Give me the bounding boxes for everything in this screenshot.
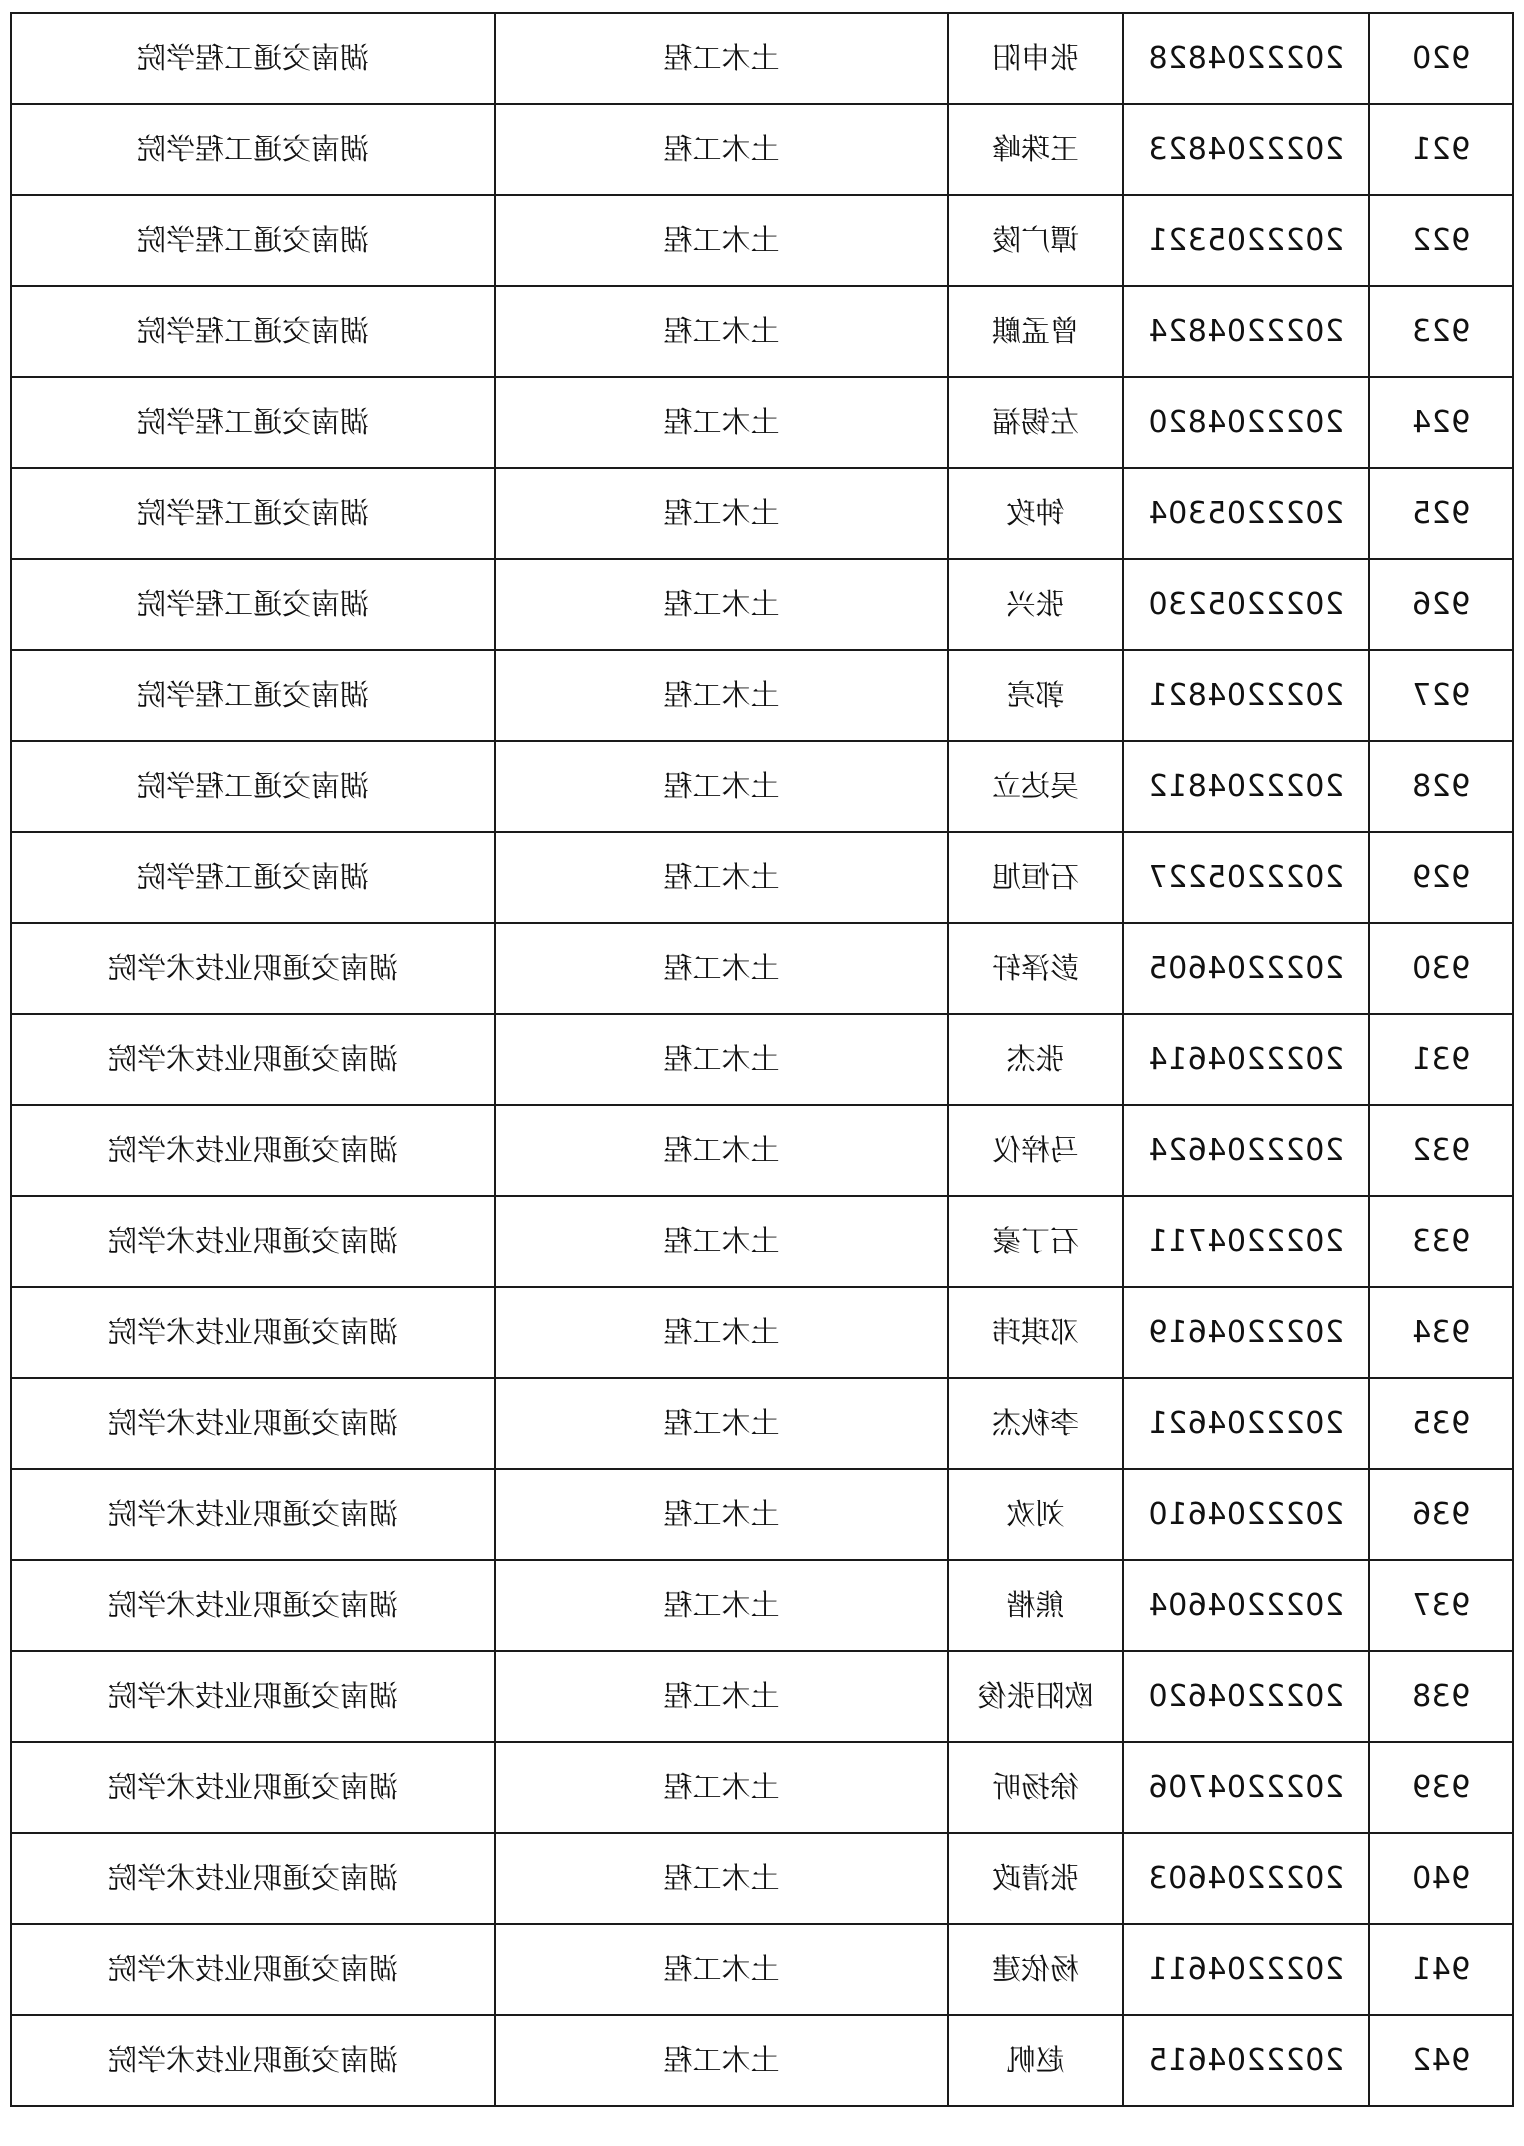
major-cell: 土木工程: [495, 1196, 948, 1287]
name-cell: 郭亮: [948, 650, 1123, 741]
seq-cell: 925: [1369, 468, 1513, 559]
school-cell: 湖南交通工程学院: [11, 104, 495, 195]
table-row: [11, 1742, 1513, 1833]
seq-cell: 923: [1369, 286, 1513, 377]
name-cell: 赵帆: [948, 2015, 1123, 2106]
seq-cell: 935: [1369, 1378, 1513, 1469]
name-cell: 曾孟麒: [948, 286, 1123, 377]
student-id-cell: 2022204615: [1123, 2015, 1369, 2106]
name-cell: 徐扬昕: [948, 1742, 1123, 1833]
name-cell: 石恒旭: [948, 832, 1123, 923]
school-cell: 湖南交通工程学院: [11, 832, 495, 923]
student-id-cell: 2022204624: [1123, 1105, 1369, 1196]
table-row: [11, 650, 1513, 741]
major-cell: 土木工程: [495, 923, 948, 1014]
table-row: [11, 1287, 1513, 1378]
student-id-cell: 2022204619: [1123, 1287, 1369, 1378]
seq-cell: 924: [1369, 377, 1513, 468]
table-row: [11, 1014, 1513, 1105]
school-cell: 湖南交通职业技术学院: [11, 1378, 495, 1469]
seq-cell: 939: [1369, 1742, 1513, 1833]
table-row: [11, 1833, 1513, 1924]
student-id-cell: 2022205227: [1123, 832, 1369, 923]
table-row: [11, 1560, 1513, 1651]
student-id-cell: 2022204823: [1123, 104, 1369, 195]
seq-cell: 932: [1369, 1105, 1513, 1196]
student-id-cell: 2022204812: [1123, 741, 1369, 832]
school-cell: 湖南交通职业技术学院: [11, 1924, 495, 2015]
school-cell: 湖南交通职业技术学院: [11, 1742, 495, 1833]
seq-cell: 938: [1369, 1651, 1513, 1742]
name-cell: 左锡福: [948, 377, 1123, 468]
student-id-cell: 2022204828: [1123, 13, 1369, 104]
name-cell: 张杰: [948, 1014, 1123, 1105]
table-row: [11, 468, 1513, 559]
student-id-cell: 2022204711: [1123, 1196, 1369, 1287]
student-id-cell: 2022204620: [1123, 1651, 1369, 1742]
seq-cell: 920: [1369, 13, 1513, 104]
name-cell: 吴达立: [948, 741, 1123, 832]
name-cell: 谭广陵: [948, 195, 1123, 286]
seq-cell: 934: [1369, 1287, 1513, 1378]
table-row: [11, 1105, 1513, 1196]
name-cell: 石丁豪: [948, 1196, 1123, 1287]
student-id-cell: 2022204614: [1123, 1014, 1369, 1105]
major-cell: 土木工程: [495, 13, 948, 104]
major-cell: 土木工程: [495, 1833, 948, 1924]
seq-cell: 941: [1369, 1924, 1513, 2015]
table-row: [11, 559, 1513, 650]
table-row: [11, 377, 1513, 468]
table-row: [11, 104, 1513, 195]
name-cell: 马梓仪: [948, 1105, 1123, 1196]
name-cell: 张申阳: [948, 13, 1123, 104]
seq-cell: 926: [1369, 559, 1513, 650]
major-cell: 土木工程: [495, 377, 948, 468]
table-row: [11, 1651, 1513, 1742]
student-id-cell: 2022205304: [1123, 468, 1369, 559]
student-id-cell: 2022204621: [1123, 1378, 1369, 1469]
seq-cell: 921: [1369, 104, 1513, 195]
seq-cell: 931: [1369, 1014, 1513, 1105]
seq-cell: 937: [1369, 1560, 1513, 1651]
seq-cell: 936: [1369, 1469, 1513, 1560]
school-cell: 湖南交通工程学院: [11, 559, 495, 650]
major-cell: 土木工程: [495, 1378, 948, 1469]
student-id-cell: 2022204824: [1123, 286, 1369, 377]
table-row: [11, 2015, 1513, 2106]
school-cell: 湖南交通工程学院: [11, 650, 495, 741]
school-cell: 湖南交通职业技术学院: [11, 923, 495, 1014]
school-cell: 湖南交通职业技术学院: [11, 1196, 495, 1287]
school-cell: 湖南交通工程学院: [11, 286, 495, 377]
school-cell: 湖南交通职业技术学院: [11, 1014, 495, 1105]
seq-cell: 922: [1369, 195, 1513, 286]
student-id-cell: 2022204603: [1123, 1833, 1369, 1924]
table-row: [11, 13, 1513, 104]
name-cell: 李秋杰: [948, 1378, 1123, 1469]
major-cell: 土木工程: [495, 1742, 948, 1833]
table-row: [11, 741, 1513, 832]
major-cell: 土木工程: [495, 1287, 948, 1378]
student-id-cell: 2022204604: [1123, 1560, 1369, 1651]
major-cell: 土木工程: [495, 286, 948, 377]
table-row: [11, 195, 1513, 286]
name-cell: 张兴: [948, 559, 1123, 650]
major-cell: 土木工程: [495, 104, 948, 195]
major-cell: 土木工程: [495, 1105, 948, 1196]
student-id-cell: 2022205321: [1123, 195, 1369, 286]
school-cell: 湖南交通工程学院: [11, 468, 495, 559]
school-cell: 湖南交通职业技术学院: [11, 1651, 495, 1742]
school-cell: 湖南交通工程学院: [11, 195, 495, 286]
table-row: [11, 1196, 1513, 1287]
name-cell: 张清政: [948, 1833, 1123, 1924]
school-cell: 湖南交通职业技术学院: [11, 1287, 495, 1378]
student-id-cell: 2022204610: [1123, 1469, 1369, 1560]
major-cell: 土木工程: [495, 1924, 948, 2015]
name-cell: 刘欢: [948, 1469, 1123, 1560]
name-cell: 杨依建: [948, 1924, 1123, 2015]
student-id-cell: 2022205230: [1123, 559, 1369, 650]
major-cell: 土木工程: [495, 468, 948, 559]
school-cell: 湖南交通工程学院: [11, 377, 495, 468]
table-row: [11, 923, 1513, 1014]
major-cell: 土木工程: [495, 2015, 948, 2106]
major-cell: 土木工程: [495, 1469, 948, 1560]
name-cell: 邓琪玮: [948, 1287, 1123, 1378]
name-cell: 彭泽轩: [948, 923, 1123, 1014]
table-row: [11, 832, 1513, 923]
table-row: [11, 286, 1513, 377]
major-cell: 土木工程: [495, 832, 948, 923]
student-id-cell: 2022204821: [1123, 650, 1369, 741]
major-cell: 土木工程: [495, 1014, 948, 1105]
school-cell: 湖南交通职业技术学院: [11, 1560, 495, 1651]
seq-cell: 933: [1369, 1196, 1513, 1287]
student-id-cell: 2022204706: [1123, 1742, 1369, 1833]
student-id-cell: 2022204820: [1123, 377, 1369, 468]
seq-cell: 942: [1369, 2015, 1513, 2106]
table-row: [11, 1378, 1513, 1469]
major-cell: 土木工程: [495, 1560, 948, 1651]
major-cell: 土木工程: [495, 195, 948, 286]
student-roster-table: [10, 12, 1514, 2107]
name-cell: 欧阳张俊: [948, 1651, 1123, 1742]
seq-cell: 930: [1369, 923, 1513, 1014]
seq-cell: 929: [1369, 832, 1513, 923]
school-cell: 湖南交通工程学院: [11, 741, 495, 832]
table-row: [11, 1924, 1513, 2015]
student-id-cell: 2022204611: [1123, 1924, 1369, 2015]
school-cell: 湖南交通职业技术学院: [11, 2015, 495, 2106]
major-cell: 土木工程: [495, 1651, 948, 1742]
name-cell: 熊楷: [948, 1560, 1123, 1651]
major-cell: 土木工程: [495, 650, 948, 741]
roster-table-body: [11, 13, 1513, 2106]
school-cell: 湖南交通职业技术学院: [11, 1833, 495, 1924]
name-cell: 钟玫: [948, 468, 1123, 559]
seq-cell: 940: [1369, 1833, 1513, 1924]
seq-cell: 927: [1369, 650, 1513, 741]
seq-cell: 928: [1369, 741, 1513, 832]
major-cell: 土木工程: [495, 559, 948, 650]
table-row: [11, 1469, 1513, 1560]
school-cell: 湖南交通职业技术学院: [11, 1469, 495, 1560]
student-id-cell: 2022204605: [1123, 923, 1369, 1014]
school-cell: 湖南交通工程学院: [11, 13, 495, 104]
major-cell: 土木工程: [495, 741, 948, 832]
name-cell: 王珠峰: [948, 104, 1123, 195]
school-cell: 湖南交通职业技术学院: [11, 1105, 495, 1196]
